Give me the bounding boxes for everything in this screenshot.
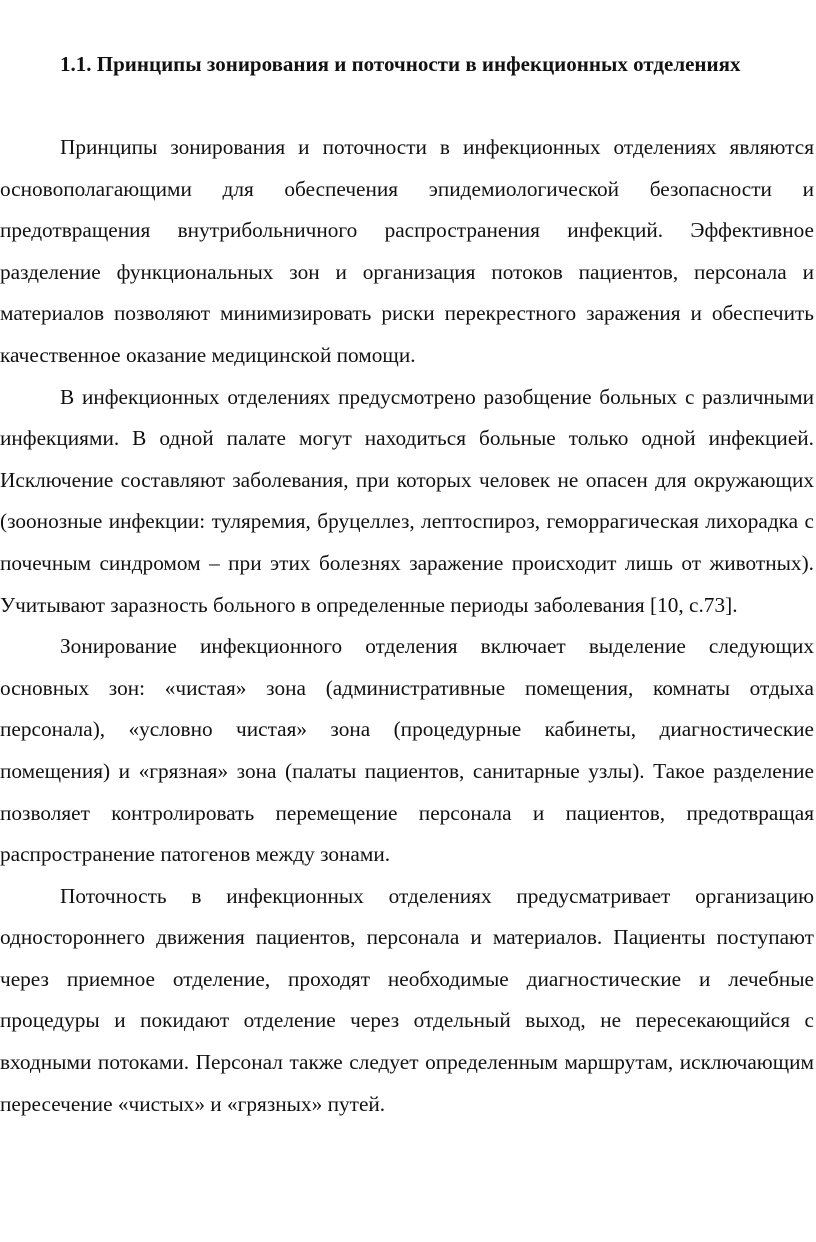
paragraph-patient-separation: В инфекционных отделениях предусмотрено разобщение больных с различными инфекциями. В одной палате могут находиться больные только одной инфекцией. Исключение составляют заболевания, при которых человек не опасен для окружающих (зоонозные инфекции: туляремия, бруцеллез, лептоспироз, геморрагическая лихорадка с почечным синдромом – при этих болезнях заражение происходит лишь от животных). Учитывают заразность больного в определенные периоды заболевания [10, с.73]. [0, 384, 814, 617]
paragraph-zoning-principles: Принципы зонирования и поточности в инфекционных отделениях являются основополагающими для обеспечения эпидемиологической безопасности и предотвращения внутрибольничного распространения инфекций. Эффективное разделение функциональных зон и организация потоков пациентов, персонала и материалов позволяют минимизировать риски перекрестного заражения и обеспечить качественное оказание медицинской помощи. [0, 135, 814, 367]
section-heading: 1.1. Принципы зонирования и поточности в инфекционных отделениях [60, 52, 741, 76]
paragraph-flow: Поточность в инфекционных отделениях предусматривает организацию одностороннего движения пациентов, персонала и материалов. Пациенты поступают через приемное отделение, проходят необходимые диагностические и лечебные процедуры и покидают отделение через отдельный выход, не пересекающийся с входными потоками. Персонал также следует определенным маршрутам, исключающим пересечение «чистых» и «грязных» путей. [0, 883, 814, 1116]
paragraph-zones: Зонирование инфекционного отделения включает выделение следующих основных зон: «чистая» зона (административные помещения, комнаты отдыха персонала), «условно чистая» зона (процедурные кабинеты, диагностические помещения) и «грязная» зона (палаты пациентов, санитарные узлы). Такое разделение позволяет контролировать перемещение персонала и пациентов, предотвращая распространение патогенов между зонами. [0, 634, 814, 867]
document-body [0, 127, 814, 1125]
